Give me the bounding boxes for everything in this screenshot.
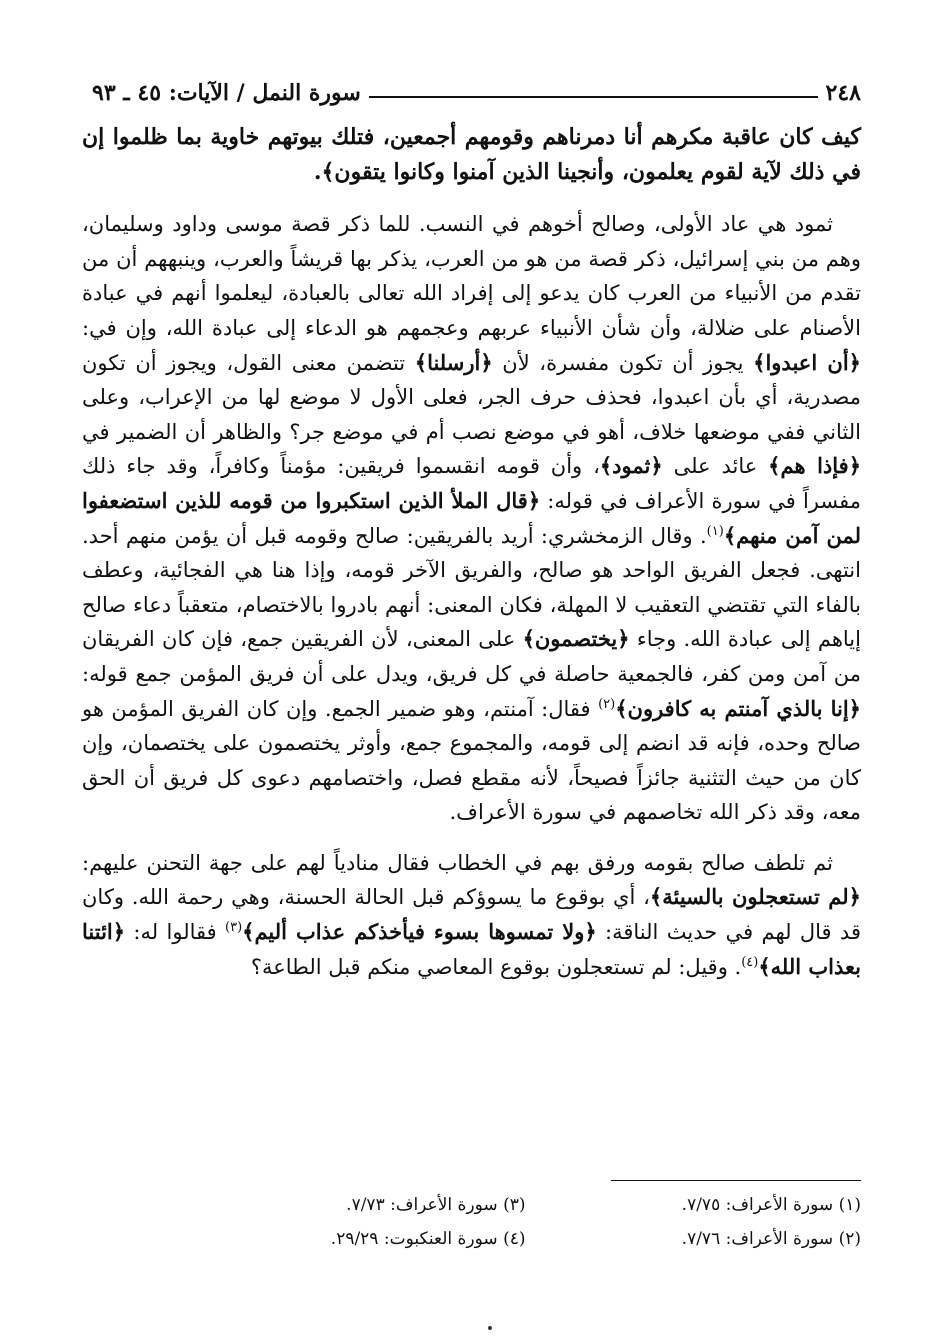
footnotes — [250, 1188, 861, 1256]
quran-quote: ﴿ولا تمسوها بسوء فيأخذكم عذاب أليم﴾ — [242, 919, 597, 945]
quran-quote: ﴿أن اعبدوا﴾ — [753, 349, 861, 375]
page-header — [92, 72, 861, 106]
main-text — [82, 120, 861, 984]
text-segment: . وقيل: لم تستعجلون بوقوع المعاصي منكم قبل الطاعة؟ — [250, 954, 742, 979]
quran-quote: ﴿أرسلنا﴾ — [414, 349, 493, 375]
quran-quote: ﴿فإذا هم﴾ — [768, 453, 861, 479]
text-segment: فقالوا له: — [125, 920, 226, 945]
quran-quote: ﴿لم تستعجلون بالسيئة﴾ — [649, 884, 861, 910]
page-mark — [488, 1326, 492, 1330]
text-segment: على المعنى، لأن الفريقين جمع، فإن كان الفريقان من آمن ومن كفر، فالجمعية حاصلة في كل فريق، ويدل على أن فريق المؤمن جمع قوله: — [82, 627, 862, 686]
footnote-ref: (٢) — [598, 696, 616, 712]
text-segment: ثم تلطف صالح بقومه ورفق بهم في الخطاب فقال منادياً لهم على جهة التحنن عليهم: — [82, 850, 833, 875]
footnote-1: (١) سورة الأعراف: ٧/٧٥. — [681, 1195, 861, 1215]
footnote-3: (٣) سورة الأعراف: ٧/٧٣. — [346, 1195, 526, 1215]
page-number: ٢٤٨ — [825, 80, 861, 106]
footnote-2: (٢) سورة الأعراف: ٧/٧٦. — [681, 1229, 861, 1249]
text-segment: ثمود هي عاد الأولى، وصالح أخوهم في النسب. للما ذكر قصة موسى وداود وسليمان، وهم من بني إسرائيل، ذكر قصة من هو من العرب، يذكر بها قريشاً والعرب، وينبههم أن من تقدم من الأنبياء من العرب كان يدعو إلى إفراد الله تعالى بالعبادة، ليعلموا أنهم في عبادة الأصنام على ضلالة، وأن شأن الأنبياء عربهم وعجمهم هو الدعاء إلى عبادة الله، وإن في: — [82, 212, 861, 340]
paragraph-commentary-1 — [82, 207, 861, 830]
text-segment: تتضمن معنى القول، ويجوز أن تكون مصدرية، أي بأن اعبدوا، فحذف حرف الجر، فعلى الأول لا موضع لها من الإعراب، وعلى الثاني ففي موضعها خلاف، أهو في موضع نصب أم في موضع جر؟ والظاهر أن الضمير في — [82, 350, 861, 444]
footnote-ref: (٤) — [741, 954, 759, 970]
quran-quote: ﴿ثمود﴾ — [599, 453, 663, 479]
header-rule — [369, 96, 818, 98]
footnote-rule — [611, 1180, 861, 1181]
footnote-4: (٤) سورة العنكبوت: ٢٩/٢٩. — [330, 1229, 526, 1249]
text-segment: . وقال الزمخشري: أريد بالفريقين: صالح وقومه قبل أن يؤمن منهم أحد. انتهى. فجعل الفريق الواحد هو صالح، والفريق الآخر قومه، وإذا هنا هي الفجائية، وعطف بالفاء التي تقتضي التعقيب لا المهلة، فكان المعنى: أنهم بادروا بالاختصام، متعقباً دعاء صالح إياهم إلى عبادة الله. وجاء — [82, 523, 861, 652]
footnote-ref: (١) — [706, 523, 724, 539]
text-segment: ، وأن قومه انقسموا فريقين: مؤمناً وكافراً، وقد جاء ذلك مفسراً في سورة الأعراف في قوله: — [82, 454, 861, 513]
text-segment: ، أي بوقوع ما يسوؤكم قبل الحالة الحسنة، وهي رحمة الله. وكان قد قال لهم في حديث الناقة: — [82, 885, 861, 945]
paragraph-commentary-2 — [82, 846, 861, 984]
surah-title: سورة النمل / الآيات: ٤٥ ـ ٩٣ — [92, 80, 361, 106]
quran-verse: كيف كان عاقبة مكرهم أنا دمرناهم وقومهم أجمعين، فتلك بيوتهم خاوية بما ظلموا إن في ذلك لآية لقوم يعلمون، وأنجينا الذين آمنوا وكانوا يتقون﴾. — [82, 124, 861, 185]
quran-quote: ﴿قال الملأ الذين استكبروا من قومه للذين استضعفوا لمن آمن منهم﴾ — [82, 487, 861, 548]
text-segment: فقال: آمنتم، وهو ضمير الجمع. وإن كان الفريق المؤمن هو صالح وحده، فإنه قد انضم إلى قومه، والمجموع جمع، وأوثر يختصمون على يختصمان، وإن كان من حيث التثنية جائزاً فصيحاً، لأنه مقطع فصل، واختصامهم دعوى كل فريق أن الحق معه، وقد ذكر الله تخاصمهم في سورة الأعراف. — [82, 696, 861, 825]
quran-quote: ﴿يختصمون﴾ — [522, 626, 630, 652]
quran-quote: ﴿ائتنا بعذاب الله﴾ — [82, 919, 861, 979]
footnote-ref: (٣) — [225, 920, 243, 936]
text-segment: عائد على — [662, 454, 769, 479]
quran-quote: ﴿إنا بالذي آمنتم به كافرون﴾ — [615, 695, 861, 721]
text-segment: يجوز أن تكون مفسرة، لأن — [492, 350, 754, 375]
